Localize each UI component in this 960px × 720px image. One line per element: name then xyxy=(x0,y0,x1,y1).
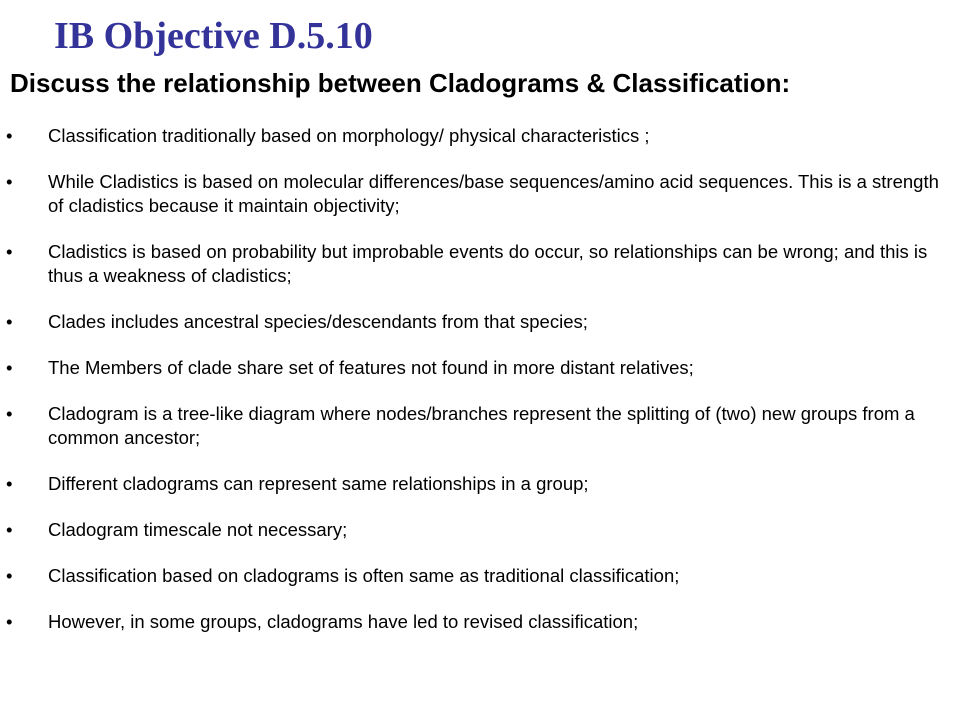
bullet-dot-icon: • xyxy=(6,357,13,378)
bullet-text: Classification based on cladograms is often same as traditional classification; xyxy=(48,565,680,586)
bullet-dot-icon: • xyxy=(6,519,13,540)
bullet-text: While Cladistics is based on molecular differences/base sequences/amino acid sequences. This is a strength of cladistics because it maintain objectivity; xyxy=(48,171,939,216)
bullet-item xyxy=(0,472,940,496)
bullet-item xyxy=(0,240,940,288)
bullet-text: Clades includes ancestral species/descendants from that species; xyxy=(48,311,588,332)
bullet-dot-icon: • xyxy=(6,473,13,494)
bullet-item xyxy=(0,124,940,148)
bullet-dot-icon: • xyxy=(6,241,13,262)
bullet-dot-icon: • xyxy=(6,125,13,146)
slide-subtitle: Discuss the relationship between Cladograms & Classification: xyxy=(10,68,791,98)
bullet-text: Cladistics is based on probability but improbable events do occur, so relationships can be wrong; and this is thus a weakness of cladistics; xyxy=(48,241,928,286)
bullet-text: The Members of clade share set of features not found in more distant relatives; xyxy=(48,357,694,378)
bullet-dot-icon: • xyxy=(6,565,13,586)
bullet-text: Different cladograms can represent same relationships in a group; xyxy=(48,473,589,494)
bullet-item xyxy=(0,610,940,634)
bullet-text: However, in some groups, cladograms have led to revised classification; xyxy=(48,611,639,632)
bullet-item xyxy=(0,402,940,450)
slide-title: IB Objective D.5.10 xyxy=(54,15,373,57)
bullet-item xyxy=(0,356,940,380)
bullet-item xyxy=(0,310,940,334)
bullet-dot-icon: • xyxy=(6,171,13,192)
bullet-item xyxy=(0,564,940,588)
bullet-text: Cladogram timescale not necessary; xyxy=(48,519,348,540)
bullet-dot-icon: • xyxy=(6,311,13,332)
bullet-item xyxy=(0,170,940,218)
bullet-dot-icon: • xyxy=(6,403,13,424)
bullet-dot-icon: • xyxy=(6,611,13,632)
bullet-text: Classification traditionally based on morphology/ physical characteristics ; xyxy=(48,125,650,146)
bullet-text: Cladogram is a tree-like diagram where nodes/branches represent the splitting of (two) new groups from a common ancestor; xyxy=(48,403,915,448)
bullet-item xyxy=(0,518,940,542)
bullet-list xyxy=(0,124,940,656)
